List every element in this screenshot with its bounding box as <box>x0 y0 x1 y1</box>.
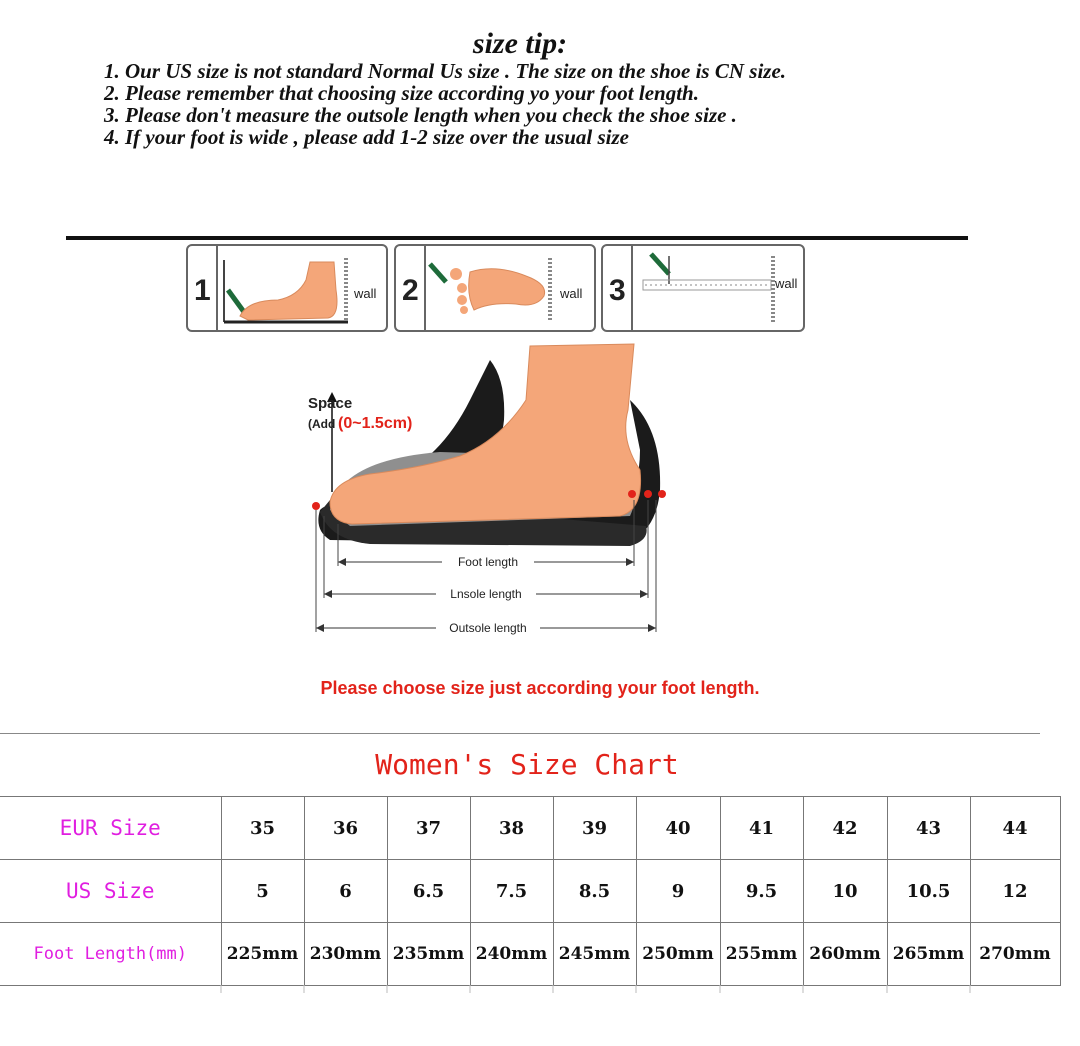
size-cell: 260mm <box>803 923 887 986</box>
row-label: US Size <box>0 860 221 923</box>
measure-step-1 <box>186 244 388 332</box>
size-tip-item: 1. Our US size is not standard Normal Us size . The size on the shoe is CN size. <box>104 59 787 83</box>
wall-label: wall <box>560 286 583 301</box>
size-tips-list <box>0 60 1040 148</box>
size-tip-item: 4. If your foot is wide , please add 1-2 size over the usual size <box>104 125 629 149</box>
size-cell: 9.5 <box>720 860 803 923</box>
wall-label: wall <box>775 276 798 291</box>
size-cell: 230mm <box>304 923 387 986</box>
size-cell: 35 <box>221 797 304 860</box>
size-cell: 240mm <box>470 923 553 986</box>
size-cell: 44 <box>970 797 1060 860</box>
foot-measurement-diagram <box>290 340 690 640</box>
eur-size-row <box>0 797 1060 860</box>
measure-step-2 <box>394 244 596 332</box>
size-tip-item: 3. Please don't measure the outsole length when you check the shoe size . <box>104 103 737 127</box>
size-cell: 6 <box>304 860 387 923</box>
chart-top-rule <box>0 733 1040 734</box>
size-cell: 42 <box>803 797 887 860</box>
outsole-length-label: Outsole length <box>449 621 527 635</box>
step-number: 3 <box>609 274 626 307</box>
size-cell: 250mm <box>636 923 720 986</box>
size-chart-title: Women's Size Chart <box>375 748 679 781</box>
size-tips <box>0 28 1040 148</box>
size-tip-item: 2. Please remember that choosing size according yo your foot length. <box>104 81 699 105</box>
table-bottom-ticks <box>0 985 1040 995</box>
row-label: Foot Length(mm) <box>0 923 221 986</box>
step-number: 2 <box>402 274 419 307</box>
size-cell: 39 <box>553 797 636 860</box>
size-cell: 6.5 <box>387 860 470 923</box>
space-label: Space <box>308 395 353 412</box>
size-tips-title: size tip: <box>472 27 568 60</box>
size-cell: 38 <box>470 797 553 860</box>
size-cell: 36 <box>304 797 387 860</box>
size-cell: 9 <box>636 860 720 923</box>
size-cell: 41 <box>720 797 803 860</box>
measure-step-3 <box>601 244 805 332</box>
size-chart-table <box>0 796 1061 986</box>
size-cell: 270mm <box>970 923 1060 986</box>
size-cell: 37 <box>387 797 470 860</box>
space-add-prefix: (Add <box>308 417 336 431</box>
size-cell: 7.5 <box>470 860 553 923</box>
space-add-value: (0~1.5cm) <box>338 415 413 432</box>
size-cell: 245mm <box>553 923 636 986</box>
size-cell: 265mm <box>887 923 970 986</box>
size-cell: 40 <box>636 797 720 860</box>
size-cell: 255mm <box>720 923 803 986</box>
size-cell: 225mm <box>221 923 304 986</box>
divider-rule <box>66 236 968 240</box>
size-cell: 10.5 <box>887 860 970 923</box>
step-number: 1 <box>194 274 211 307</box>
foot-length-label: Foot length <box>457 555 519 569</box>
row-label: EUR Size <box>0 797 221 860</box>
size-cell: 8.5 <box>553 860 636 923</box>
size-cell: 10 <box>803 860 887 923</box>
us-size-row <box>0 860 1060 923</box>
foot-length-note: Please choose size just according your foot length. <box>320 678 760 698</box>
insole-length-label: Lnsole length <box>450 587 522 601</box>
foot-length-row <box>0 923 1060 986</box>
wall-label: wall <box>354 286 377 301</box>
size-cell: 5 <box>221 860 304 923</box>
size-cell: 12 <box>970 860 1060 923</box>
size-cell: 43 <box>887 797 970 860</box>
size-cell: 235mm <box>387 923 470 986</box>
